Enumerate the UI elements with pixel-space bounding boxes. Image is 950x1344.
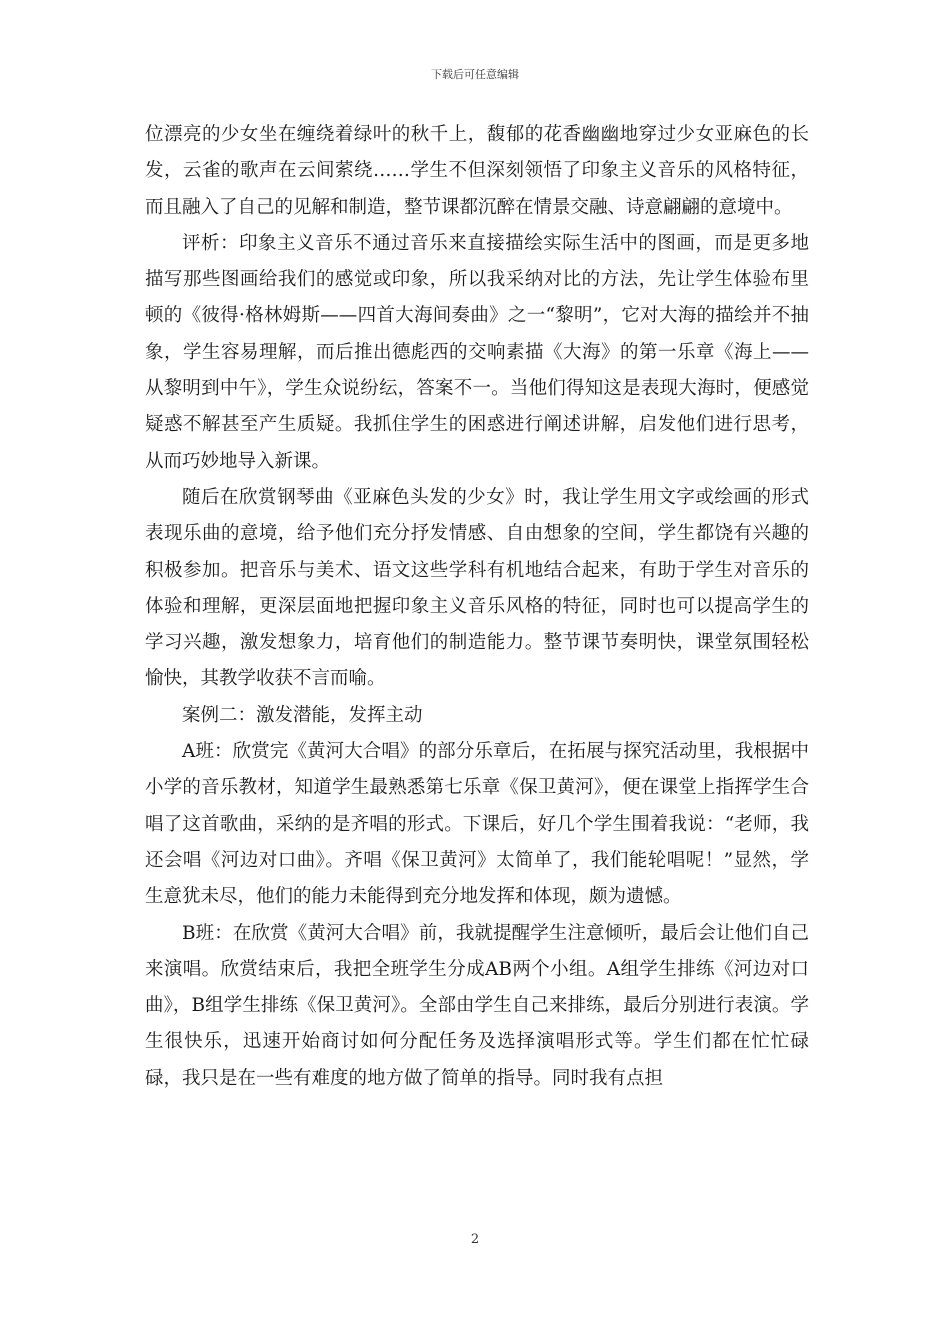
paragraph-piano-appreciation: 随后在欣赏钢琴曲《亚麻色头发的少女》时，我让学生用文字或绘画的形式表现乐曲的意境，给予他们充分抒发情感、自由想象的空间，学生都饶有兴趣的积极参加。把音乐与美术、语文这些学科有机地结合起来，有助于学生对音乐的体验和理解，更深层面地把握印象主义音乐风格的特征，同时也可以提高学生的学习兴趣，激发想象力，培育他们的制造能力。整节课节奏明快，课堂氛围轻松愉快，其教学收获不言而喻。: [145, 486, 809, 690]
page-number: 2: [470, 1232, 480, 1247]
paragraph-analysis: 评析：印象主义音乐不通过音乐来直接描绘实际生活中的图画，而是更多地描写那些图画给我们的感觉或印象，所以我采纳对比的方法，先让学生体验布里顿的《彼得·格林姆斯——四首大海间奏曲》之一“黎明”，它对大海的描绘并不抽象，学生容易理解，而后推出德彪西的交响素描《大海》的第一乐章《海上——从黎明到中午》，学生众说纷纭，答案不一。当他们得知这是表现大海时，便感觉疑惑不解甚至产生质疑。我抓住学生的困惑进行阐述讲解，启发他们进行思考，从而巧妙地导入新课。: [145, 232, 809, 472]
paragraph-continuation: 位漂亮的少女坐在缠绕着绿叶的秋千上，馥郁的花香幽幽地穿过少女亚麻色的长发，云雀的歌声在云间萦绕……学生不但深刻领悟了印象主义音乐的风格特征，而且融入了自己的见解和制造，整节课都沉醉在情景交融、诗意翩翩的意境中。: [145, 124, 809, 218]
paragraph-class-a: A班：欣赏完《黄河大合唱》的部分乐章后，在拓展与探究活动里，我根据中小学的音乐教材，知道学生最熟悉第七乐章《保卫黄河》，便在课堂上指挥学生合唱了这首歌曲，采纳的是齐唱的形式。下课后，好几个学生围着我说：“老师，我还会唱《河边对口曲》。齐唱《保卫黄河》太简单了，我们能轮唱呢！”显然，学生意犹未尽，他们的能力未能得到充分地发挥和体现，颇为遗憾。: [145, 741, 809, 908]
section-heading-case-two: 案例二：激发潜能，发挥主动: [182, 704, 423, 726]
paragraph-class-b: B班：在欣赏《黄河大合唱》前，我就提醒学生注意倾听，最后会让他们自己来演唱。欣赏结束后，我把全班学生分成AB两个小组。A组学生排练《河边对口曲》，B组学生排练《保卫黄河》。全部由学生自己来排练，最后分别进行表演。学生很快乐，迅速开始商讨如何分配任务及选择演唱形式等。学生们都在忙忙碌碌，我只是在一些有难度的地方做了简单的指导。同时我有点担: [145, 922, 809, 1089]
page-header: 下载后可任意编辑: [431, 68, 519, 81]
body-text: [145, 117, 809, 1097]
